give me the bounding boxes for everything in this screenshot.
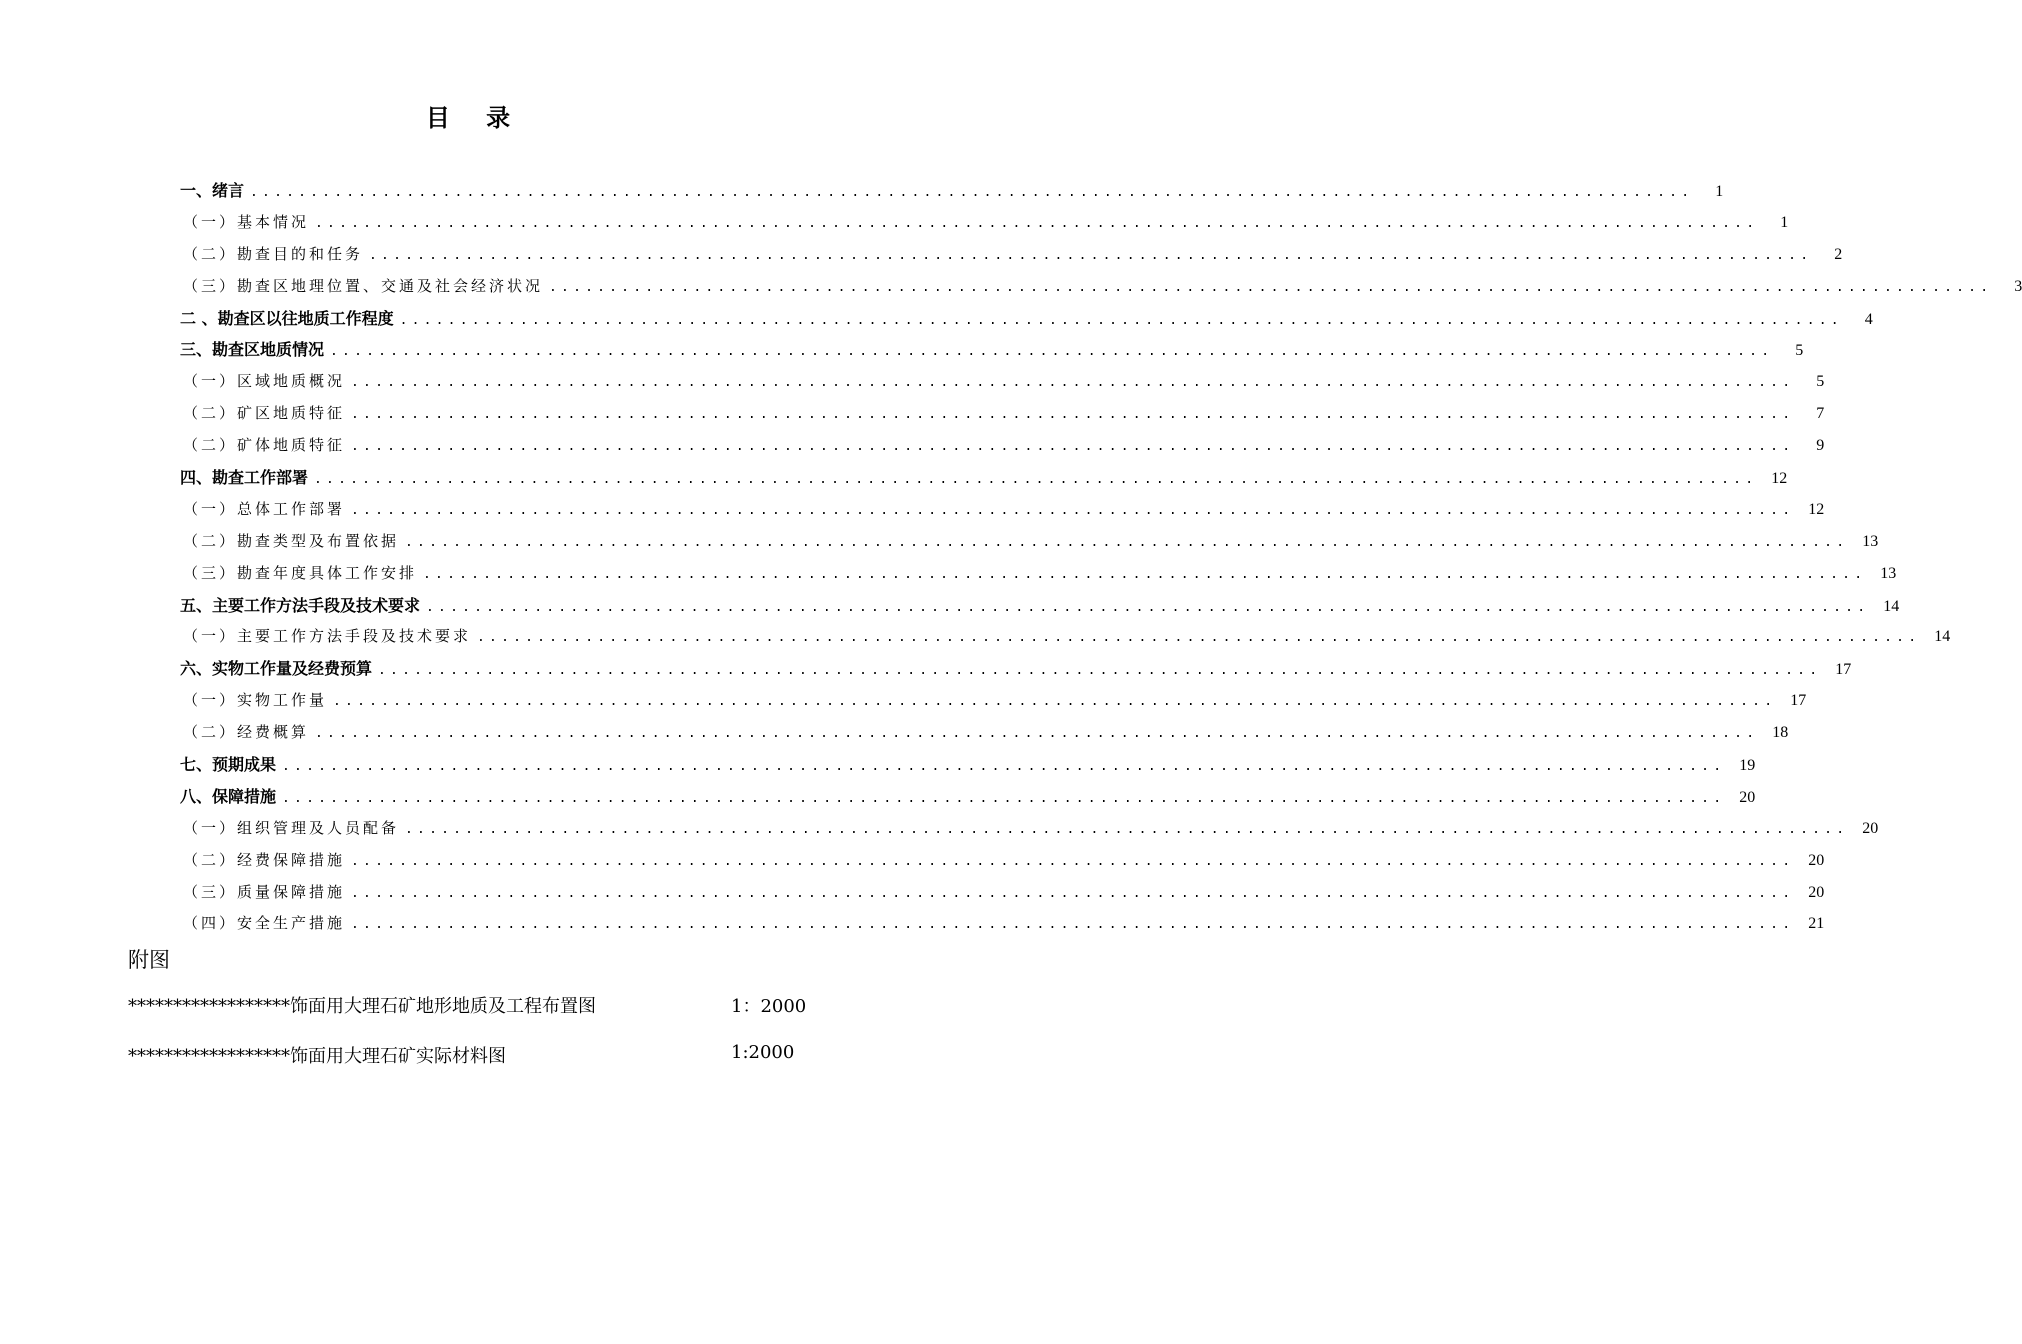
- appendix-item-name: ******************饰面用大理石矿地形地质及工程布置图: [128, 996, 596, 1017]
- toc-leader-dots: ........................................................................................................................: [250, 185, 1694, 200]
- appendix-heading: 附图: [128, 948, 170, 972]
- toc-entry-page: 5: [1795, 342, 1804, 360]
- toc-leader-dots: ........................................................................................................................: [282, 790, 1726, 806]
- appendix-item-scale: 1：2000: [731, 996, 807, 1017]
- toc-leader-dots: ........................................................................................................................: [351, 917, 1795, 933]
- toc-entry-label: （一）基本情况: [183, 212, 310, 231]
- toc-entry-label: 五、主要工作方法手段及技术要求: [180, 595, 421, 615]
- toc-entry-label: （二）经费概算: [183, 723, 310, 742]
- toc-entry-label: 一、绪言: [180, 181, 245, 200]
- toc-section[interactable]: [180, 749, 1756, 781]
- toc-entry-label: （二）矿体地质特征: [183, 436, 346, 455]
- toc-leader-dots: ........................................................................................................................: [351, 439, 1795, 455]
- toc-leader-dots: ........................................................................................................................: [333, 694, 1777, 710]
- toc-entry-page: 20: [1808, 883, 1825, 901]
- toc-leader-dots: ........................................................................................................................: [549, 279, 1993, 295]
- toc-entry-label: （三）勘查区地理位置、交通及社会经济状况: [183, 276, 544, 295]
- appendix-item: [128, 1042, 818, 1072]
- toc-subsection[interactable]: [180, 398, 1825, 430]
- toc-leader-dots: ........................................................................................................................: [351, 853, 1795, 869]
- toc-entry-page: 1: [1715, 183, 1724, 200]
- toc-entry-label: （一）实物工作量: [183, 691, 328, 710]
- toc-entry-page: 9: [1816, 437, 1825, 455]
- toc-leader-dots: ........................................................................................................................: [426, 599, 1870, 615]
- appendix-item-scale: 1:2000: [731, 1042, 795, 1063]
- toc-entry-page: 17: [1790, 692, 1807, 710]
- toc-subsection[interactable]: [180, 526, 1879, 558]
- toc-subsection[interactable]: [180, 621, 1951, 653]
- toc-entry-label: （二）矿区地质特征: [183, 404, 346, 423]
- toc-leader-dots: ........................................................................................................................: [314, 472, 1758, 488]
- toc-entry-label: （二）勘查目的和任务: [183, 244, 364, 263]
- toc-subsection[interactable]: [180, 430, 1825, 462]
- toc-leader-dots: ........................................................................................................................: [351, 407, 1795, 423]
- toc-entry-label: 八、保障措施: [180, 786, 277, 806]
- toc-subsection[interactable]: [180, 366, 1825, 398]
- toc-section[interactable]: [180, 781, 1756, 813]
- toc-leader-dots: ........................................................................................................................: [405, 821, 1849, 837]
- toc-entry-label: （一）主要工作方法手段及技术要求: [183, 627, 472, 646]
- toc-leader-dots: ........................................................................................................................: [282, 759, 1726, 775]
- toc-entry-page: 17: [1835, 661, 1852, 679]
- toc-entry-label: （三）勘查年度具体工作安排: [183, 563, 418, 582]
- toc-entry-label: （一）区域地质概况: [183, 372, 346, 391]
- toc-entry-label: 三、勘查区地质情况: [180, 340, 325, 360]
- toc-leader-dots: ........................................................................................................................: [399, 312, 1843, 328]
- toc-entry-label: （二）勘查类型及布置依据: [183, 531, 400, 550]
- toc-entry-page: 12: [1771, 470, 1788, 488]
- toc-subsection[interactable]: [180, 685, 1807, 717]
- toc-entry-label: 二 、勘查区以往地质工作程度: [180, 308, 394, 328]
- toc-leader-dots: ........................................................................................................................: [315, 726, 1759, 742]
- toc-subsection[interactable]: [180, 813, 1879, 845]
- toc-leader-dots: ........................................................................................................................: [351, 502, 1795, 518]
- toc-entry-page: 20: [1808, 851, 1825, 869]
- toc-entry-page: 20: [1739, 788, 1756, 806]
- toc-leader-dots: ........................................................................................................................: [378, 663, 1822, 679]
- toc-leader-dots: ........................................................................................................................: [330, 344, 1774, 360]
- toc-subsection[interactable]: [180, 207, 1789, 239]
- toc-entry-page: 14: [1934, 628, 1951, 646]
- toc-entry-label: （一）总体工作部署: [183, 499, 346, 518]
- toc-entry-page: 7: [1816, 405, 1825, 423]
- toc-entry-page: 13: [1862, 532, 1879, 550]
- toc-section[interactable]: [180, 334, 1804, 366]
- toc-section[interactable]: [180, 590, 1900, 622]
- toc-section[interactable]: [180, 653, 1852, 685]
- toc-subsection[interactable]: [180, 558, 1897, 590]
- toc-subsection[interactable]: [180, 271, 2022, 303]
- toc-entry-page: 3: [2014, 277, 2022, 295]
- appendix-item: [128, 992, 818, 1022]
- toc-subsection[interactable]: [180, 494, 1825, 526]
- toc-leader-dots: ........................................................................................................................: [369, 247, 1813, 263]
- toc-entry-label: （一）组织管理及人员配备: [183, 818, 400, 837]
- toc-subsection[interactable]: [180, 845, 1825, 877]
- toc-leader-dots: ........................................................................................................................: [351, 885, 1795, 901]
- toc-section[interactable]: [180, 175, 1724, 207]
- toc-leader-dots: ........................................................................................................................: [477, 630, 1921, 646]
- toc-entry-label: （二）经费保障措施: [183, 850, 346, 869]
- toc-subsection[interactable]: [180, 717, 1789, 749]
- toc-entry-page: 13: [1880, 564, 1897, 582]
- toc-list: [180, 175, 2022, 940]
- toc-entry-label: 六、实物工作量及经费预算: [180, 659, 373, 679]
- toc-leader-dots: ........................................................................................................................: [405, 534, 1849, 550]
- toc-leader-dots: ........................................................................................................................: [315, 215, 1759, 231]
- toc-entry-page: 19: [1739, 757, 1756, 775]
- toc-entry-label: （四）安全生产措施: [183, 914, 346, 933]
- toc-section[interactable]: [180, 303, 1873, 335]
- toc-entry-page: 1: [1780, 213, 1789, 231]
- toc-entry-page: 14: [1883, 597, 1900, 615]
- toc-entry-label: 四、勘查工作部署: [180, 468, 309, 488]
- toc-title: 目 录: [425, 104, 525, 132]
- toc-subsection[interactable]: [180, 877, 1825, 909]
- toc-leader-dots: ........................................................................................................................: [351, 375, 1795, 391]
- toc-subsection[interactable]: [180, 239, 1843, 271]
- toc-entry-page: 4: [1864, 310, 1873, 328]
- toc-leader-dots: ........................................................................................................................: [423, 566, 1867, 582]
- toc-entry-label: 七、预期成果: [180, 755, 277, 775]
- toc-entry-page: 2: [1834, 245, 1843, 263]
- toc-entry-label: （三）质量保障措施: [183, 882, 346, 901]
- toc-subsection[interactable]: [180, 908, 1825, 940]
- toc-entry-page: 12: [1808, 500, 1825, 518]
- toc-section[interactable]: [180, 462, 1788, 494]
- toc-entry-page: 18: [1772, 724, 1789, 742]
- toc-entry-page: 5: [1816, 373, 1825, 391]
- toc-entry-page: 21: [1808, 915, 1825, 933]
- toc-entry-page: 20: [1862, 819, 1879, 837]
- appendix-item-name: ******************饰面用大理石矿实际材料图: [128, 1046, 506, 1067]
